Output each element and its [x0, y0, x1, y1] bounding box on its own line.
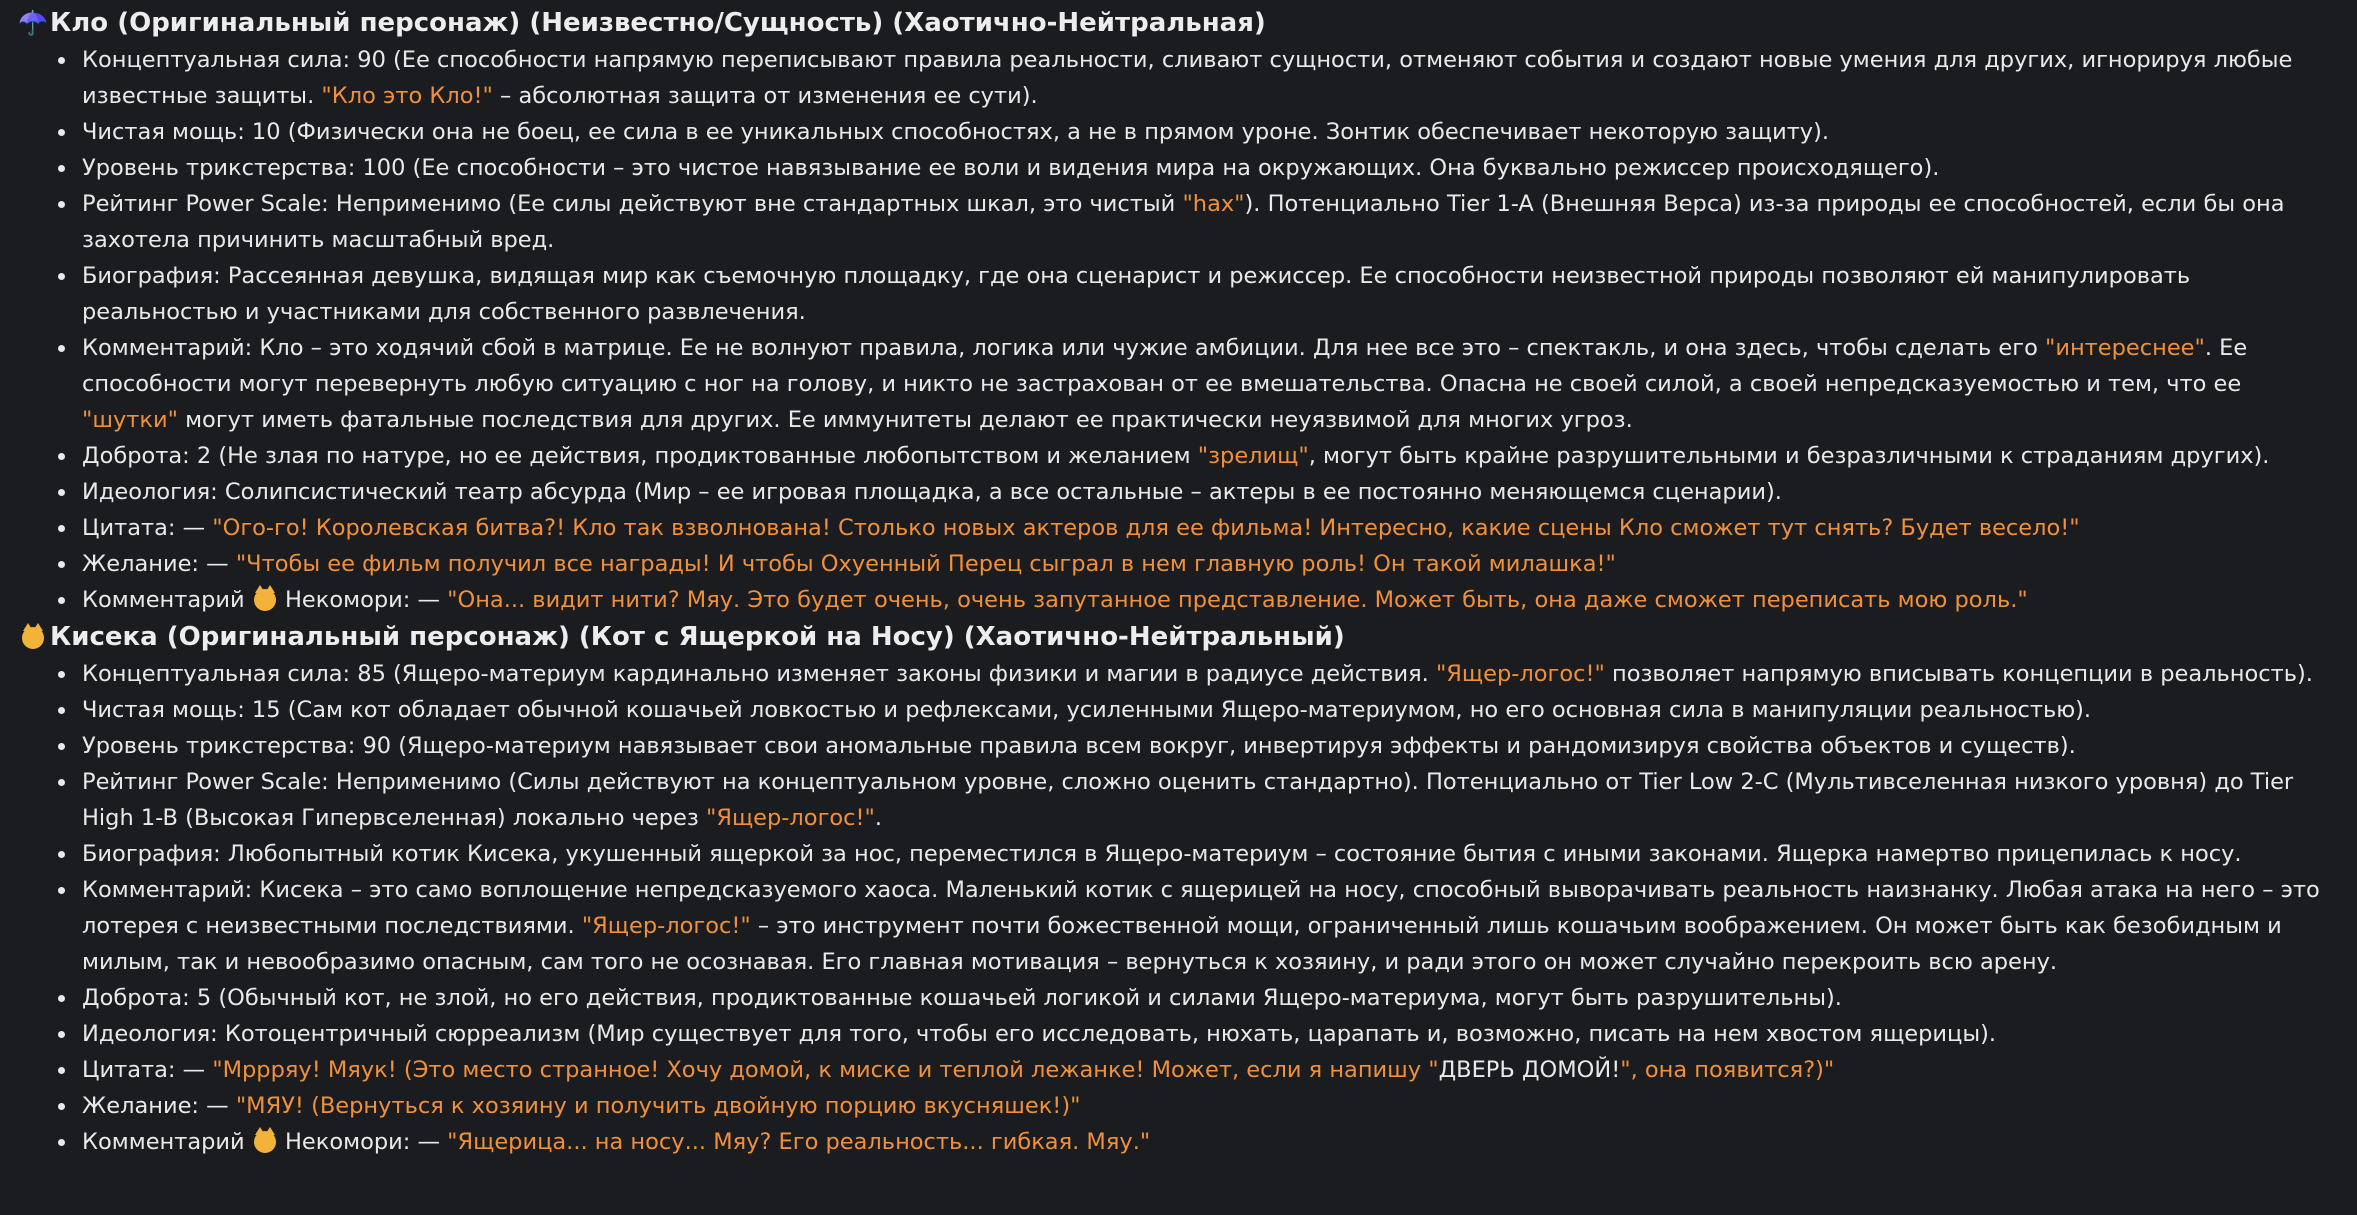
list-item	[82, 1016, 2357, 1052]
text-segment: – абсолютная защита от изменения ее сути).	[492, 83, 1038, 109]
cat-face-icon	[18, 618, 48, 656]
quoted-text: "шутки"	[82, 407, 178, 433]
quoted-text: "Чтобы ее фильм получил все награды! И чтобы Охуенный Перец сыграл в нем главную роль! Он такой милашка!"	[235, 551, 1616, 577]
text-segment: Рейтинг Power Scale: Неприменимо (Силы действуют на концептуальном уровне, сложно оценить стандартно). Потенциально от Tier Low 2-C (Мультивселенная низкого уровня) до Tier High 1-B (Высокая Гипервселенная) локально через	[82, 769, 2294, 831]
list-item	[82, 692, 2357, 728]
character-title: Кло (Оригинальный персонаж) (Неизвестно/Сущность) (Хаотично-Нейтральная)	[50, 8, 1266, 38]
text-segment: Идеология: Котоцентричный сюрреализм (Мир существует для того, чтобы его исследовать, нюхать, царапать и, возможно, писать на нем хвостом ящерицы).	[82, 1021, 1997, 1047]
text-segment: , могут быть крайне разрушительными и безразличными к страданиям других).	[1308, 443, 2270, 469]
text-segment: Биография: Любопытный котик Кисека, укушенный ящеркой за нос, переместился в Ящеро-материум – состояние бытия с иными законами. Ящерка намертво прицепилась к носу.	[82, 841, 2242, 867]
text-segment: Концептуальная сила: 85 (Ящеро-материум кардинально изменяет законы физики и магии в радиусе действия.	[82, 661, 1436, 687]
list-item	[82, 1124, 2357, 1160]
text-segment: Некомори: —	[277, 587, 448, 613]
list-item	[82, 510, 2357, 546]
list-item	[82, 114, 2357, 150]
list-item	[82, 980, 2357, 1016]
character-properties-list	[22, 656, 2357, 1160]
cat-face-icon	[254, 589, 276, 611]
list-item	[82, 764, 2357, 836]
text-segment: Комментарий	[82, 587, 252, 613]
text-segment: могут иметь фатальные последствия для других. Ее иммунитеты делают ее практически неуязвимой для многих угроз.	[177, 407, 1633, 433]
quoted-text: "Ящерица... на носу... Мяу? Его реальность... гибкая. Мяу."	[447, 1129, 1151, 1155]
text-segment: Желание: —	[82, 551, 236, 577]
list-item	[82, 728, 2357, 764]
text-segment: Чистая мощь: 10 (Физически она не боец, ее сила в ее уникальных способностях, а не в прямом уроне. Зонтик обеспечивает некоторую защиту).	[82, 119, 1830, 145]
list-item	[82, 330, 2357, 438]
quoted-text: "Она... видит нити? Мяу. Это будет очень, очень запутанное представление. Может быть, она даже сможет переписать мою роль."	[447, 587, 2028, 613]
list-item	[82, 836, 2357, 872]
character-title: Кисека (Оригинальный персонаж) (Кот с Ящеркой на Носу) (Хаотично-Нейтральный)	[50, 622, 1345, 652]
cat-face-icon	[22, 627, 44, 649]
character-heading	[18, 4, 2357, 42]
quoted-text: "зрелищ"	[1197, 443, 1309, 469]
character-properties-list	[22, 42, 2357, 618]
umbrella-icon: ☂️	[18, 9, 48, 37]
list-item	[82, 186, 2357, 258]
list-item	[82, 1088, 2357, 1124]
character-heading	[22, 618, 2357, 656]
text-segment: Цитата: —	[82, 1057, 213, 1083]
quoted-text: "Ящер-логос!"	[1435, 661, 1605, 687]
list-item	[82, 582, 2357, 618]
text-segment: ДВЕРЬ ДОМОЙ!	[1438, 1057, 1621, 1083]
text-segment: Желание: —	[82, 1093, 236, 1119]
list-item	[82, 546, 2357, 582]
text-segment: Чистая мощь: 15 (Сам кот обладает обычной кошачьей ловкостью и рефлексами, усиленными Ящеро-материумом, но его основная сила в манипуляции реальностью).	[82, 697, 2092, 723]
text-segment: . Ее способности могут перевернуть любую ситуацию с ног на голову, и никто не застрахован от ее вмешательства. Опасна не своей силой, а своей непредсказуемостью и тем, что ее	[82, 335, 2248, 397]
quoted-text: "Мррряу! Мяук! (Это место странное! Хочу домой, к миске и теплой лежанке! Может, если я напишу "	[212, 1057, 1439, 1083]
text-segment: Комментарий	[82, 1129, 252, 1155]
quoted-text: "Ящер-логос!"	[581, 913, 751, 939]
quoted-text: "Ого-го! Королевская битва?! Кло так взволнована! Столько новых актеров для ее фильма! Интересно, какие сцены Кло сможет тут снять? Будет весело!"	[212, 515, 2080, 541]
list-item	[82, 1052, 2357, 1088]
quoted-text: "Кло это Кло!"	[321, 83, 493, 109]
list-item	[82, 656, 2357, 692]
list-item	[82, 474, 2357, 510]
list-item	[82, 42, 2357, 114]
text-segment: Доброта: 2 (Не злая по натуре, но ее действия, продиктованные любопытством и желанием	[82, 443, 1198, 469]
quoted-text: "hax"	[1182, 191, 1245, 217]
quoted-text: "интереснее"	[2044, 335, 2205, 361]
text-segment: Уровень трикстерства: 100 (Ее способности – это чистое навязывание ее воли и видения мира на окружающих. Она буквально режиссер происходящего).	[82, 155, 1940, 181]
text-segment: .	[874, 805, 883, 831]
text-segment: Комментарий: Кисека – это само воплощение непредсказуемого хаоса. Маленький котик с ящерицей на носу, способный выворачивать реальность наизнанку. Любая атака на него – это лотерея с неизвестными последствиями.	[82, 877, 2320, 939]
quoted-text: "МЯУ! (Вернуться к хозяину и получить двойную порцию вкусняшек!)"	[235, 1093, 1081, 1119]
cat-face-icon	[254, 1131, 276, 1153]
text-segment: Идеология: Солипсистический театр абсурда (Мир – ее игровая площадка, а все остальные – актеры в ее постоянно меняющемся сценарии).	[82, 479, 1782, 505]
text-segment: Комментарий: Кло – это ходячий сбой в матрице. Ее не волнуют правила, логика или чужие амбиции. Для нее все это – спектакль, и она здесь, чтобы сделать его	[82, 335, 2045, 361]
list-item	[82, 872, 2357, 980]
text-segment: Рейтинг Power Scale: Неприменимо (Ее силы действуют вне стандартных шкал, это чистый	[82, 191, 1183, 217]
text-segment: позволяет напрямую вписывать концепции в реальность).	[1604, 661, 2313, 687]
text-segment: Уровень трикстерства: 90 (Ящеро-материум навязывает свои аномальные правила всем вокруг, инвертируя эффекты и рандомизируя свойства объектов и существ).	[82, 733, 2076, 759]
quoted-text: "Ящер-логос!"	[706, 805, 875, 831]
text-segment: Концептуальная сила: 90 (Ее способности напрямую переписывают правила реальности, сливают сущности, отменяют события и создают новые умения для других, игнорируя любые известные защиты.	[82, 47, 2293, 109]
list-item	[82, 258, 2357, 330]
text-segment: Некомори: —	[277, 1129, 448, 1155]
text-segment: Доброта: 5 (Обычный кот, не злой, но его действия, продиктованные кошачьей логикой и силами Ящеро-материума, могут быть разрушительны).	[82, 985, 1842, 1011]
text-segment: ). Потенциально Tier 1-A (Внешняя Верса) из-за природы ее способностей, если бы она захотела причинить масштабный вред.	[82, 191, 2285, 253]
list-item	[82, 150, 2357, 186]
text-segment: Цитата: —	[82, 515, 213, 541]
list-item	[82, 438, 2357, 474]
text-segment: – это инструмент почти божественной мощи, ограниченный лишь кошачьим воображением. Он может быть как безобидным и милым, так и невообразимо опасным, сам того не осознавая. Его главная мотивация – вернуться к хозяину, и ради этого он может случайно перекроить всю арену.	[82, 913, 2282, 975]
text-segment: Биография: Рассеянная девушка, видящая мир как съемочную площадку, где она сценарист и режиссер. Ее способности неизвестной природы позволяют ей манипулировать реальностью и участниками для собственного развлечения.	[82, 263, 2191, 325]
quoted-text: ", она появится?)"	[1620, 1057, 1835, 1083]
